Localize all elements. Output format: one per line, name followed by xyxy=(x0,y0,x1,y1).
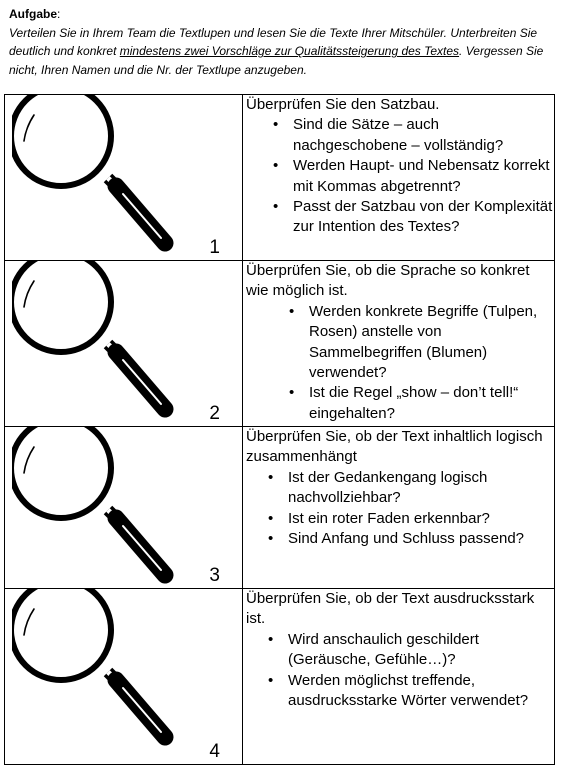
list-item: • Ist der Gedankengang logisch nachvollziehbar? xyxy=(288,468,554,509)
task-text-underlined: mindestens zwei Vorschläge zur Qualitätssteigerung des Textes xyxy=(119,44,460,59)
magnifier-icon xyxy=(12,589,174,749)
lupe-image-cell xyxy=(5,589,243,765)
list-item: • Sind Anfang und Schluss passend? xyxy=(288,529,554,549)
lupe-question-list xyxy=(288,630,554,712)
list-item: • Werden konkrete Begriffe (Tulpen, Rosen) anstelle von Sammelbegriffen (Blumen) verwendet? xyxy=(309,302,554,384)
lupe-heading: Überprüfen Sie, ob der Text inhaltlich logisch zusammenhängt xyxy=(246,428,543,466)
lupe-heading: Überprüfen Sie, ob die Sprache so konkret wie möglich ist. xyxy=(246,262,530,300)
textlupen-table xyxy=(4,94,555,765)
textlupe-row-4 xyxy=(5,589,555,765)
lupe-image-cell xyxy=(5,261,243,427)
lupe-image-cell xyxy=(5,427,243,589)
task-instructions xyxy=(9,5,554,79)
lupe-text-cell xyxy=(243,589,555,765)
textlupe-row-1 xyxy=(5,95,555,261)
task-text-part: . Vergessen Sie nicht, Ihren Namen und die Nr. der Textlupe anzugeben. xyxy=(9,44,544,77)
list-item: • Passt der Satzbau von der Komplexität zur Intention des Textes? xyxy=(293,197,554,238)
lupe-number: 4 xyxy=(209,741,220,762)
task-title-line xyxy=(9,5,554,24)
list-item: • Ist die Regel „show – don’t tell!“ eingehalten? xyxy=(309,383,554,424)
lupe-image-cell xyxy=(5,95,243,261)
task-title-colon: : xyxy=(57,7,61,21)
lupe-question-list xyxy=(288,468,554,550)
list-item: • Werden möglichst treffende, ausdrucksstarke Wörter verwendet? xyxy=(288,671,554,712)
task-text-part: Verteilen Sie in Ihrem Team die Textlupen und lesen Sie die Texte Ihrer Mitschüler. Unterbreiten Sie deutlich und konkret xyxy=(9,25,538,59)
lupe-heading: Überprüfen Sie, ob der Text ausdrucksstark ist. xyxy=(246,590,535,628)
lupe-heading: Überprüfen Sie den Satzbau. xyxy=(246,96,440,113)
textlupe-row-3 xyxy=(5,427,555,589)
magnifier-icon xyxy=(12,427,174,587)
textlupe-row-2 xyxy=(5,261,555,427)
list-item: • Ist ein roter Faden erkennbar? xyxy=(288,509,554,529)
lupe-number: 1 xyxy=(209,237,220,258)
magnifier-icon xyxy=(12,95,174,255)
lupe-text-cell xyxy=(243,95,555,261)
list-item: • Werden Haupt- und Nebensatz korrekt mit Kommas abgetrennt? xyxy=(293,156,554,197)
task-text xyxy=(9,24,554,80)
lupe-question-list xyxy=(309,302,554,424)
lupe-number: 3 xyxy=(209,565,220,586)
lupe-text-cell xyxy=(243,427,555,589)
lupe-question-list xyxy=(293,115,554,237)
task-title: Aufgabe xyxy=(9,7,57,21)
lupe-number: 2 xyxy=(209,403,220,424)
list-item: • Wird anschaulich geschildert (Geräusche, Gefühle…)? xyxy=(288,630,554,671)
list-item: • Sind die Sätze – auch nachgeschobene – vollständig? xyxy=(293,115,554,156)
magnifier-icon xyxy=(12,261,174,421)
lupe-text-cell xyxy=(243,261,555,427)
